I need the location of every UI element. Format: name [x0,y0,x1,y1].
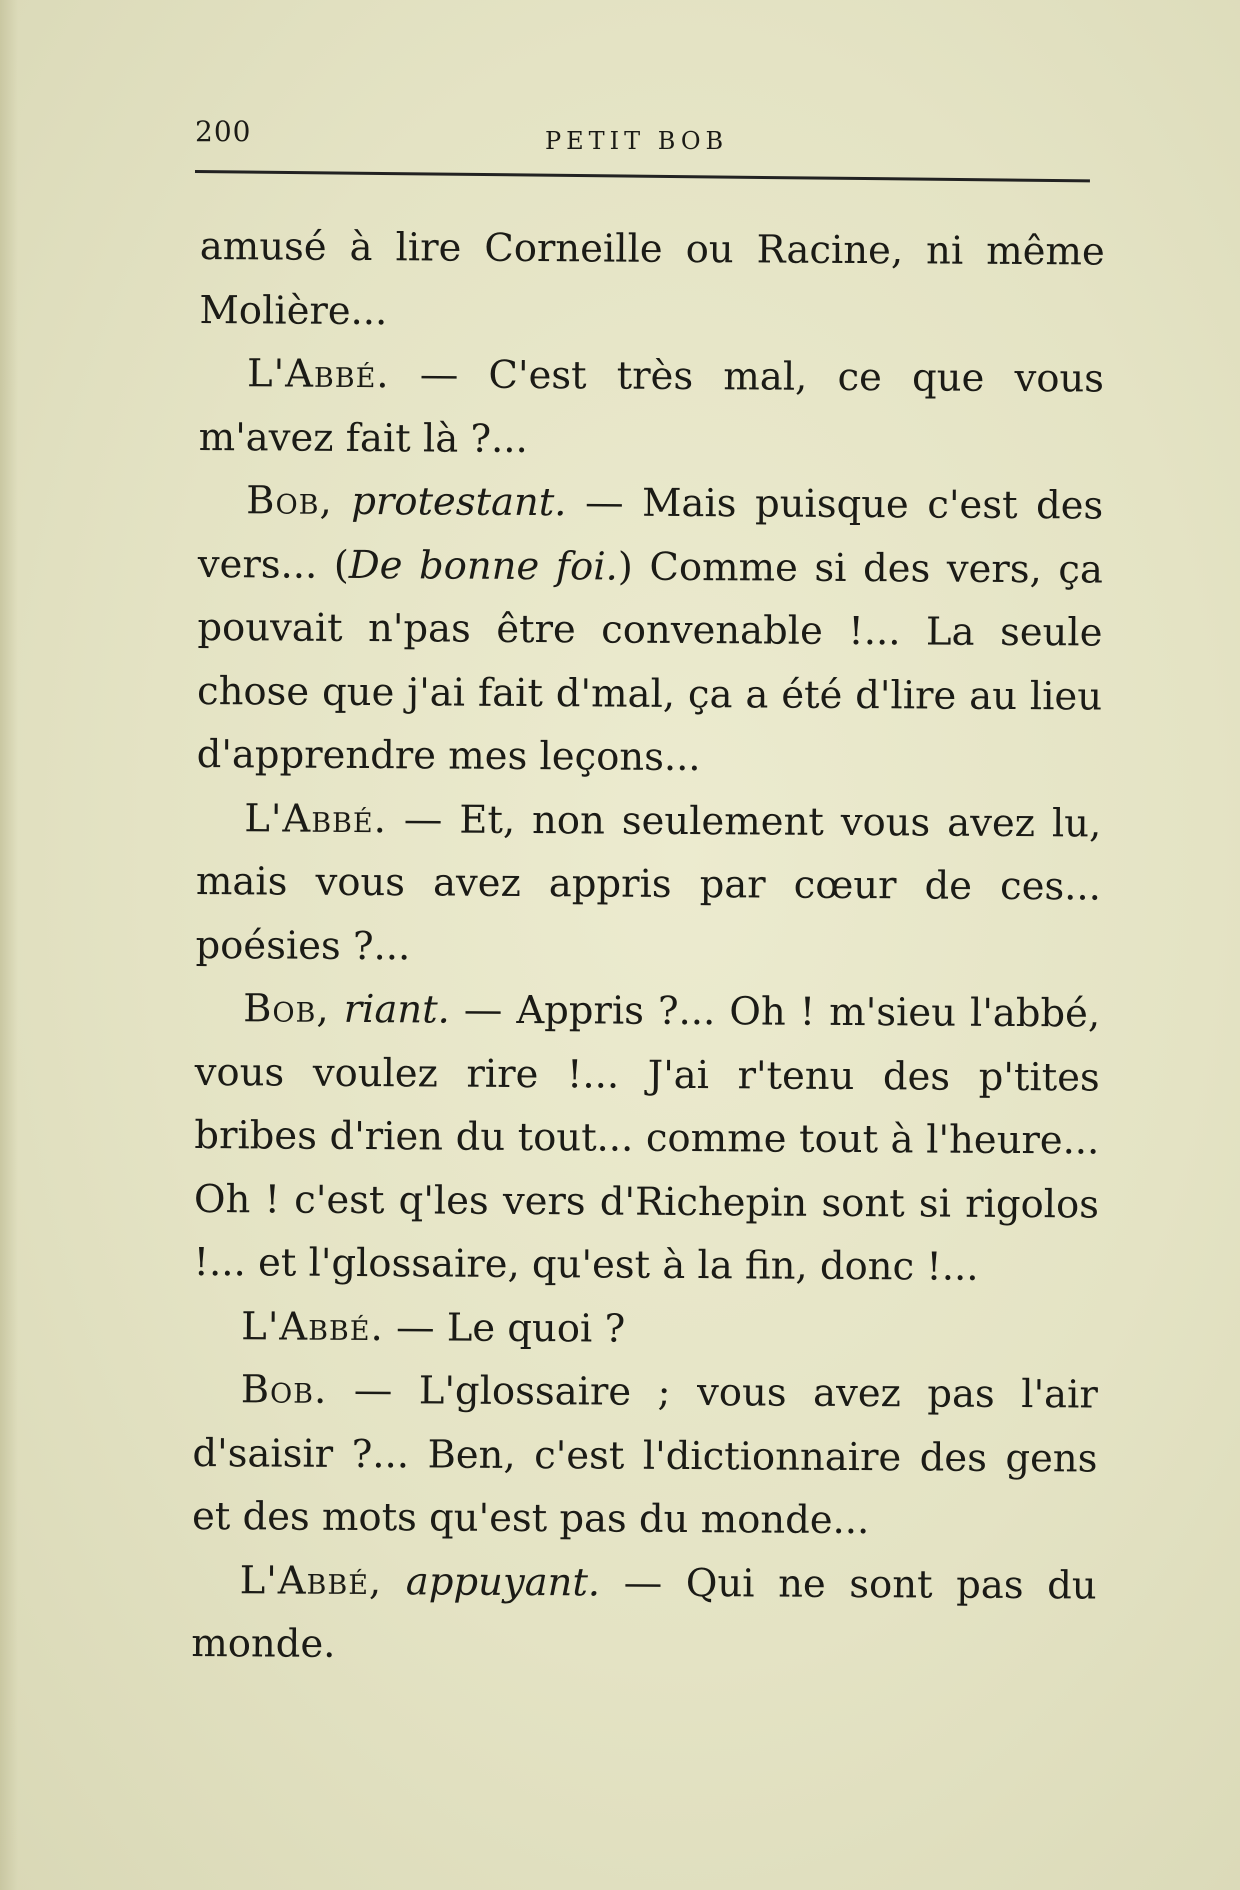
dialogue-text: — C'est très mal, ce que vous m'avez fait là ?... [198,352,1105,462]
dialogue-bob-1 [197,469,1104,792]
dialogue-text: ) Comme si des vers, ça pouvait n'pas être convenable !... La seule chose que j'ai fait d'mal, ça a été d'lire au lieu d'apprendre mes leçons... [196,544,1104,781]
dialogue-text: — Qui ne sont pas du monde. [191,1559,1097,1667]
header-rule [195,170,1090,182]
dialogue-bob-3 [192,1358,1098,1554]
paragraph-text: amusé à lire Corneille ou Racine, ni même Molière... [199,223,1105,334]
dialogue-abbe-2 [195,786,1101,982]
dialogue-abbe-1 [198,342,1104,475]
speaker-name: Bob, [243,986,330,1032]
speaker-name: L'Abbé. [246,351,390,398]
dialogue-text: — Appris ?... Oh ! m'sieu l'abbé, vous voulez rire !... J'ai r'tenu des p'tites bribes d'rien du tout... comme tout à l'heure... Oh ! c'est q'les vers d'Richepin sont si rigolos !... et l'glossaire, qu'est à la fin, donc !... [193,987,1101,1290]
paragraph-continuation [199,215,1105,348]
running-head [195,115,1095,155]
page-edge-shadow [0,0,18,1890]
stage-direction: riant. [329,986,451,1033]
dialogue-abbe-3 [193,1294,1098,1363]
dialogue-text: — Le quoi ? [383,1304,626,1352]
speaker-name: Bob. [240,1367,328,1413]
dialogue-text: — L'glossaire ; vous avez pas l'air d'saisir ?... Ben, c'est l'dictionnaire des gens et des mots qu'est pas du monde... [191,1367,1098,1544]
stage-direction: De bonne foi. [348,542,618,590]
page-number: 200 [195,115,252,148]
speaker-name: L'Abbé, [239,1557,383,1604]
speaker-name: L'Abbé. [244,795,388,842]
stage-direction: appuyant. [382,1558,601,1605]
dialogue-abbe-4 [191,1548,1097,1681]
running-title: PETIT BOB [545,127,729,155]
speaker-name: L'Abbé. [241,1303,384,1350]
body-text [191,215,1105,1681]
dialogue-bob-2 [193,977,1100,1300]
stage-direction: protestant. [332,478,567,526]
speaker-name: Bob, [246,478,333,524]
dialogue-text: — Mais puisque c'est des vers... ( [197,480,1104,588]
dialogue-text: — Et, non seulement vous avez lu, mais vous avez appris par cœur de ces... poésies ?... [195,796,1102,969]
